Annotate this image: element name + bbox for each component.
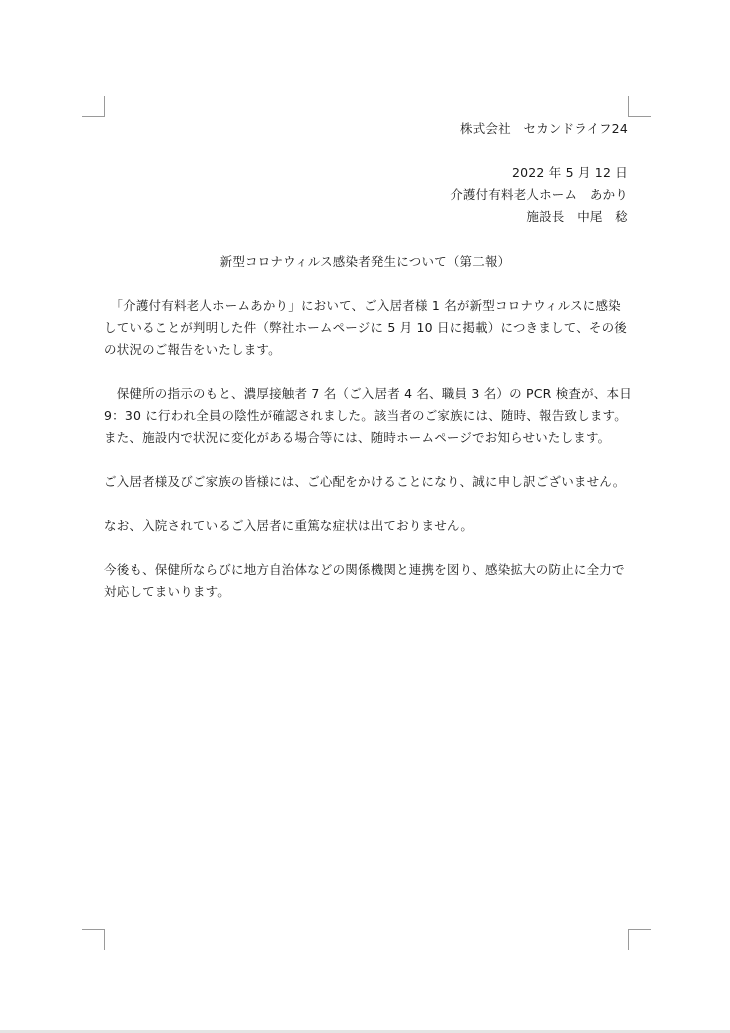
paragraph-5-line-1: 今後も、保健所ならびに地方自治体などの関係機関と連携を図り、感染拡大の防止に全力で — [104, 562, 625, 577]
paragraph-4: なお、入院されているご入居者に重篤な症状は出ておりません。 — [104, 518, 474, 533]
paragraph-1-line-1: 「介護付有料老人ホームあかり」において、ご入居者様 1 名が新型コロナウィルスに感染 — [104, 298, 621, 313]
paragraph-1-line-3: の状況のご報告をいたします。 — [104, 342, 281, 357]
crop-mark-bottom-right — [628, 929, 651, 950]
paragraph-5-line-2: 対応してまいります。 — [104, 584, 231, 599]
document-date: 2022 年 5 月 12 日 — [511, 165, 628, 180]
paragraph-2-line-1: 保健所の指示のもと、濃厚接触者 7 名（ご入居者 4 名、職員 3 名）の PCR 検査が、本日 — [104, 386, 632, 401]
paragraph-2-line-3: また、施設内で状況に変化がある場合等には、随時ホームページでお知らせいたします。 — [104, 430, 611, 445]
company-name: 株式会社 セカンドライフ24 — [460, 121, 628, 136]
paragraph-1-line-2: していることが判明した件（弊社ホームページに 5 月 10 日に掲載）につきまして、その後 — [104, 320, 628, 335]
facility-name: 介護付有料老人ホーム あかり — [450, 187, 628, 202]
document-title: 新型コロナウィルス感染者発生について（第二報） — [219, 254, 511, 269]
crop-mark-bottom-left — [82, 929, 105, 950]
crop-mark-top-left — [82, 96, 105, 117]
facility-director: 施設長 中尾 稔 — [526, 209, 628, 224]
crop-mark-top-right — [628, 96, 651, 117]
paragraph-2-line-2: 9：30 に行われ全員の陰性が確認されました。該当者のご家族には、随時、報告致します。 — [104, 408, 627, 423]
paragraph-3: ご入居者様及びご家族の皆様には、ご心配をかけることになり、誠に申し訳ございません。 — [104, 474, 626, 489]
